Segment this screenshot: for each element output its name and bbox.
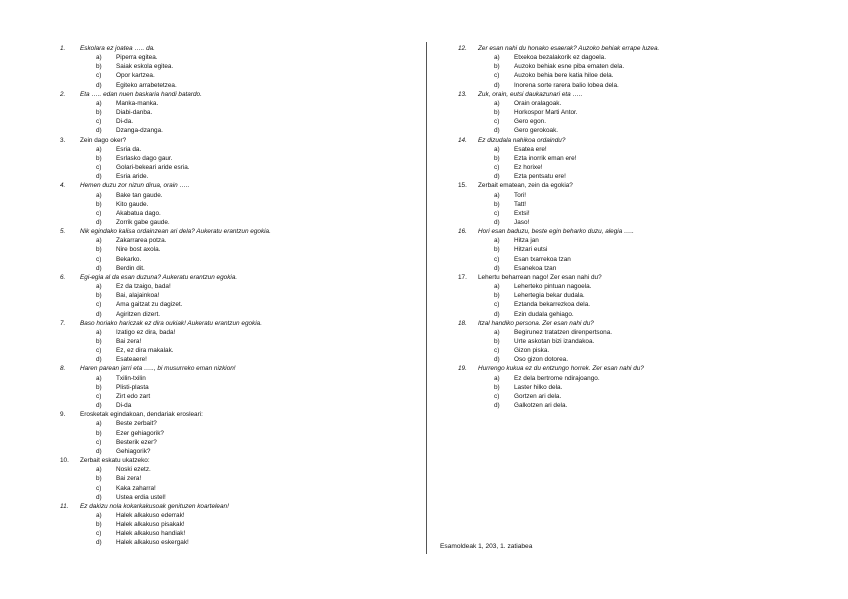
answer-option (494, 172, 798, 181)
question-text: Zuk, orain, eutsi daukazunari eta ….. (478, 90, 583, 98)
question-text: Haren parean jarri eta ….., bi musurreko eman nizkion! (80, 365, 236, 373)
question (60, 456, 400, 465)
option-text: Txilin-txilin (116, 374, 146, 382)
answer-option (96, 126, 400, 135)
option-letter: c) (96, 347, 102, 355)
question (60, 44, 400, 53)
option-letter: b) (96, 521, 102, 529)
option-text: Lehertegia bekar dudala. (514, 292, 585, 300)
question-number: 3. (60, 136, 66, 144)
question-text: Nik egindako kalisa ordainzean ari dela? Aukeratu erantzun egokia. (80, 228, 271, 236)
page-footer: Esamoldeak 1, 203, 1. zatiabea (440, 543, 533, 550)
answer-option (494, 291, 798, 300)
option-text: Jaso! (514, 218, 530, 226)
answer-option (494, 200, 798, 209)
option-text: Halek alkakuso pisakak! (116, 521, 185, 529)
option-letter: b) (494, 246, 500, 254)
option-letter: b) (96, 338, 102, 345)
option-text: Bekarko. (116, 255, 142, 263)
answer-option (96, 99, 400, 108)
option-letter: b) (494, 200, 500, 208)
question-number: 1. (60, 45, 66, 52)
option-text: Ez dela bertrome ndirajoango. (514, 374, 600, 382)
option-text: Kito gaude. (116, 200, 149, 208)
option-text: Oso gizon dotorea. (514, 356, 568, 364)
option-letter: d) (494, 264, 500, 272)
option-text: Kaka zaharra! (116, 484, 156, 492)
option-text: Esateaere! (116, 356, 147, 364)
option-text: Esanekoa tzan (514, 264, 557, 272)
option-letter: b) (494, 338, 500, 345)
option-letter: b) (494, 109, 500, 117)
answer-option (96, 392, 400, 401)
option-text: Esan txarrekoa tzan (514, 255, 571, 263)
question-number: 10. (60, 457, 69, 465)
option-text: Egiteko arrabetetzea. (116, 81, 177, 89)
option-text: Besterik ezer? (116, 438, 157, 446)
option-letter: a) (96, 511, 102, 519)
answer-option (96, 374, 400, 383)
option-text: Hitza jan (514, 237, 539, 245)
answer-option (494, 264, 798, 273)
option-letter: c) (96, 392, 102, 400)
option-text: Esatea ere! (514, 145, 547, 153)
question-text: Lehertu beharrean nago! Zer esan nahi du? (478, 273, 602, 281)
option-text: Gortzen ari dela. (514, 392, 562, 400)
option-text: Ezin dudala gehiago. (514, 310, 574, 318)
option-letter: d) (96, 310, 102, 318)
answer-option (494, 346, 798, 355)
option-letter: b) (96, 292, 102, 300)
question (458, 44, 798, 53)
answer-option (96, 346, 400, 355)
question-text: Ez dakizu nola kokarkakusoak genituzen koartelean! (80, 502, 229, 510)
option-letter: a) (494, 374, 500, 382)
answer-option (96, 493, 400, 502)
question-text: Ez dizudala nahikoa ordaindu? (478, 136, 566, 144)
question-number: 17. (458, 273, 467, 281)
option-text: Dzanga-dzanga. (116, 127, 163, 135)
option-letter: b) (96, 475, 102, 483)
answer-option (494, 108, 798, 117)
option-text: Horkospor Marti Antor. (514, 109, 578, 117)
answer-option (494, 236, 798, 245)
option-letter: d) (494, 310, 500, 318)
option-text: Ez da tzaigo, bada! (116, 283, 171, 291)
question-text: Erosketak egindakoan, dendariak erosleari: (80, 411, 203, 419)
answer-option (494, 71, 798, 80)
option-letter: a) (494, 328, 500, 336)
question-number: 6. (60, 273, 66, 281)
question (60, 90, 400, 99)
answer-option (494, 117, 798, 126)
answer-option (96, 191, 400, 200)
question-number: 13. (458, 90, 467, 98)
option-letter: d) (96, 264, 102, 272)
option-text: Ama gaitzat zu dagizet. (116, 301, 183, 309)
option-letter: b) (96, 429, 102, 437)
option-text: Eztanda bekarrezkoa dela. (514, 301, 591, 309)
answer-option (494, 337, 798, 346)
option-letter: c) (96, 530, 102, 538)
question-number: 8. (60, 365, 66, 373)
option-text: Agiritzen dizert. (116, 310, 161, 318)
answer-option (96, 438, 400, 447)
answer-option (96, 154, 400, 163)
option-letter: c) (96, 255, 102, 263)
option-text: Bai zera! (116, 475, 142, 483)
question-text: Zerbait eskatu ukatzeko: (80, 457, 150, 465)
question-number: 15. (458, 182, 467, 190)
option-text: Nire bost axola. (116, 246, 161, 254)
answer-option (96, 474, 400, 483)
option-text: Inorena sorte rarera balio lobea dela. (514, 81, 619, 89)
option-letter: c) (96, 118, 102, 126)
option-letter: d) (494, 81, 500, 89)
option-text: Diabi-danba. (116, 109, 153, 117)
option-letter: b) (96, 154, 102, 162)
left-column (60, 44, 400, 548)
option-letter: d) (96, 81, 102, 89)
answer-option (96, 255, 400, 264)
option-text: Gero egon. (514, 118, 546, 126)
option-letter: d) (96, 447, 102, 455)
question-text: Eta ….. edan nuen baskaria handi batardo. (80, 90, 202, 98)
question (458, 181, 798, 190)
option-letter: d) (96, 493, 102, 501)
option-text: Izatigo ez dira, bada! (116, 328, 176, 336)
option-letter: a) (96, 374, 102, 382)
option-letter: a) (494, 191, 500, 199)
option-text: Begirunez tratatzen direnpertsona. (514, 328, 613, 336)
answer-option (494, 328, 798, 337)
answer-option (96, 538, 400, 547)
answer-option (96, 291, 400, 300)
answer-option (494, 300, 798, 309)
question-number: 11. (60, 502, 69, 510)
option-letter: c) (494, 347, 500, 355)
answer-option (494, 401, 798, 410)
answer-option (96, 145, 400, 154)
answer-option (494, 53, 798, 62)
option-letter: a) (494, 283, 500, 291)
option-text: Etxekoa bezalakorik ez dagoela. (514, 54, 607, 62)
question (60, 136, 400, 145)
option-text: Esria da. (116, 145, 142, 153)
answer-option (494, 191, 798, 200)
question (458, 364, 798, 373)
option-letter: a) (96, 54, 102, 62)
answer-option (96, 71, 400, 80)
question-number: 12. (458, 45, 467, 52)
option-letter: d) (494, 402, 500, 410)
question-text: Hurrengo kukua ez du entzungo horrek. Zer esan nahi du? (478, 365, 644, 373)
answer-option (494, 99, 798, 108)
question-number: 16. (458, 228, 467, 236)
question-text: Baso horiako hariczak ez dira oukiak! Aukeratu erantzun egokia. (80, 319, 262, 327)
option-text: Halek alkakuso eskergak! (116, 539, 189, 547)
option-text: Berdin dit. (116, 264, 145, 272)
option-letter: a) (96, 328, 102, 336)
option-text: Gero gerokoak. (514, 127, 559, 135)
answer-option (96, 163, 400, 172)
right-column (458, 44, 798, 410)
answer-option (494, 154, 798, 163)
option-text: Halek alkakuso handiak! (116, 530, 186, 538)
question-text: Zerbait ematean, zein da egokia? (478, 182, 573, 190)
option-letter: d) (96, 127, 102, 135)
option-letter: c) (96, 72, 102, 80)
option-text: Akabatua dago. (116, 209, 161, 217)
answer-option (96, 484, 400, 493)
answer-option (96, 401, 400, 410)
option-text: Golari-bekeari aride esria. (116, 164, 190, 172)
answer-option (96, 245, 400, 254)
question-number: 19. (458, 365, 467, 373)
option-text: Tatt! (514, 200, 527, 208)
option-letter: a) (494, 145, 500, 153)
answer-option (96, 218, 400, 227)
option-letter: c) (96, 484, 102, 492)
option-text: Manka-manka. (116, 99, 159, 107)
option-letter: c) (96, 301, 102, 309)
option-text: Tori! (514, 191, 527, 199)
option-letter: c) (494, 209, 500, 217)
option-letter: a) (96, 420, 102, 428)
option-letter: c) (494, 301, 500, 309)
answer-option (494, 62, 798, 71)
option-text: Laster hilko dela. (514, 383, 563, 391)
question (458, 227, 798, 236)
answer-option (96, 520, 400, 529)
option-text: Zakarrarea potza. (116, 237, 167, 245)
option-text: Noski ezetz. (116, 466, 151, 474)
answer-option (494, 310, 798, 319)
option-letter: b) (96, 109, 102, 117)
answer-option (494, 81, 798, 90)
question (60, 273, 400, 282)
question (60, 319, 400, 328)
answer-option (96, 53, 400, 62)
option-letter: a) (96, 191, 102, 199)
option-text: Saiak eskola egitea. (116, 63, 174, 71)
question-number: 9. (60, 411, 66, 419)
option-letter: a) (96, 237, 102, 245)
question-text: Eskolara ez joatea ….. da. (80, 45, 155, 52)
option-text: Ustea erdia ustel! (116, 493, 166, 501)
answer-option (96, 282, 400, 291)
answer-option (96, 511, 400, 520)
option-letter: c) (494, 392, 500, 400)
answer-option (96, 209, 400, 218)
option-letter: d) (494, 173, 500, 181)
option-letter: d) (96, 173, 102, 181)
answer-option (96, 117, 400, 126)
question-number: 7. (60, 319, 66, 327)
option-letter: c) (494, 164, 500, 172)
answer-option (494, 163, 798, 172)
option-text: Esrlasko dago gaur. (116, 154, 173, 162)
option-text: Gizon piska. (514, 347, 550, 355)
question (458, 90, 798, 99)
option-letter: d) (96, 218, 102, 226)
answer-option (96, 81, 400, 90)
option-letter: b) (494, 154, 500, 162)
option-letter: b) (96, 200, 102, 208)
answer-option (96, 529, 400, 538)
question-text: Itzal handiko persona. Zer esan nahi du? (478, 319, 594, 327)
answer-option (494, 374, 798, 383)
option-letter: d) (96, 356, 102, 364)
option-letter: c) (494, 118, 500, 126)
option-letter: a) (494, 237, 500, 245)
option-text: Piperra egitea. (116, 54, 158, 62)
option-text: Di-da. (116, 118, 134, 126)
option-text: Halek alkakuso ederrak! (116, 511, 185, 519)
question-number: 18. (458, 319, 467, 327)
answer-option (96, 62, 400, 71)
answer-option (96, 447, 400, 456)
question-number: 14. (458, 136, 467, 144)
answer-option (96, 355, 400, 364)
option-letter: a) (96, 466, 102, 474)
option-text: Leherteko pintuan nagoela. (514, 283, 592, 291)
question-text: Zein dago oker? (80, 136, 127, 144)
option-text: Bake tan gaude. (116, 191, 163, 199)
question (60, 227, 400, 236)
option-letter: b) (96, 63, 102, 71)
option-letter: a) (96, 283, 102, 291)
answer-option (96, 300, 400, 309)
option-text: Ezta inorrik eman ere! (514, 154, 577, 162)
answer-option (96, 236, 400, 245)
option-text: Gehiagorik? (116, 447, 151, 455)
answer-option (96, 264, 400, 273)
question-text: Egi-egia al da esan duzuna? Aukeratu erantzun egokia. (80, 273, 238, 281)
option-letter: b) (494, 63, 500, 71)
option-text: Ez horixe! (514, 164, 543, 172)
option-text: Hitzari eutsi (514, 246, 548, 254)
answer-option (96, 310, 400, 319)
option-letter: c) (96, 209, 102, 217)
answer-option (96, 328, 400, 337)
option-text: Di-da (116, 402, 132, 410)
answer-option (96, 108, 400, 117)
question-text: Hori esan baduzu, beste egin beharko duzu, alegia ….. (478, 228, 634, 236)
option-letter: b) (96, 383, 102, 391)
answer-option (96, 419, 400, 428)
answer-option (96, 200, 400, 209)
question (458, 273, 798, 282)
option-letter: c) (96, 438, 102, 446)
answer-option (96, 337, 400, 346)
option-text: Ezer gehiagorik? (116, 429, 164, 437)
question (458, 319, 798, 328)
option-text: Orain oralagoak. (514, 99, 562, 107)
answer-option (96, 429, 400, 438)
option-text: Bai, alajainkoa! (116, 292, 160, 300)
option-letter: d) (494, 127, 500, 135)
option-letter: c) (96, 164, 102, 172)
option-letter: a) (494, 54, 500, 62)
option-text: Zorrik gabe gaude. (116, 218, 170, 226)
answer-option (494, 392, 798, 401)
answer-option (96, 465, 400, 474)
option-text: Galkotzen ari dela. (514, 402, 568, 410)
question-number: 4. (60, 182, 66, 190)
option-text: Urte askotan bizi izandakoa. (514, 338, 595, 345)
option-letter: a) (96, 99, 102, 107)
answer-option (96, 172, 400, 181)
answer-option (494, 355, 798, 364)
question-number: 5. (60, 228, 66, 236)
option-letter: d) (96, 402, 102, 410)
question (60, 181, 400, 190)
question (60, 364, 400, 373)
question-text: Zer esan nahi du honako esaerak? Auzoko behiak errape luzea. (478, 45, 660, 52)
question (458, 136, 798, 145)
option-letter: c) (494, 255, 500, 263)
option-letter: a) (96, 145, 102, 153)
answer-option (494, 245, 798, 254)
answer-option (494, 383, 798, 392)
option-letter: b) (494, 292, 500, 300)
answer-option (494, 255, 798, 264)
option-letter: d) (494, 218, 500, 226)
option-text: Auzoko behiak esne piba ematen dela. (514, 63, 625, 71)
option-text: Plisti-plasta (116, 383, 149, 391)
option-text: Beste zerbait? (116, 420, 157, 428)
option-letter: a) (494, 99, 500, 107)
answer-option (494, 218, 798, 227)
option-text: Bai zera! (116, 338, 142, 345)
option-text: Esria aride. (116, 173, 149, 181)
answer-option (96, 383, 400, 392)
option-letter: c) (494, 72, 500, 80)
answer-option (494, 282, 798, 291)
option-letter: b) (494, 383, 500, 391)
option-text: Ez, ez dira makalak. (116, 347, 174, 355)
column-divider (426, 42, 427, 554)
option-text: Auzoko behia bere katia hiloe dela. (514, 72, 614, 80)
option-letter: d) (96, 539, 102, 547)
answer-option (494, 126, 798, 135)
answer-option (494, 209, 798, 218)
question (60, 410, 400, 419)
option-text: Zirt edo zart (116, 392, 151, 400)
question-number: 2. (60, 90, 66, 98)
option-text: Ezta pentsatu ere! (514, 173, 566, 181)
option-text: Extsi! (514, 209, 530, 217)
question-text: Hemen duzu zor nizun dirua, orain ….. (80, 182, 190, 190)
option-letter: b) (96, 246, 102, 254)
option-text: Opor kartzea. (116, 72, 155, 80)
option-letter: d) (494, 356, 500, 364)
question (60, 502, 400, 511)
answer-option (494, 145, 798, 154)
